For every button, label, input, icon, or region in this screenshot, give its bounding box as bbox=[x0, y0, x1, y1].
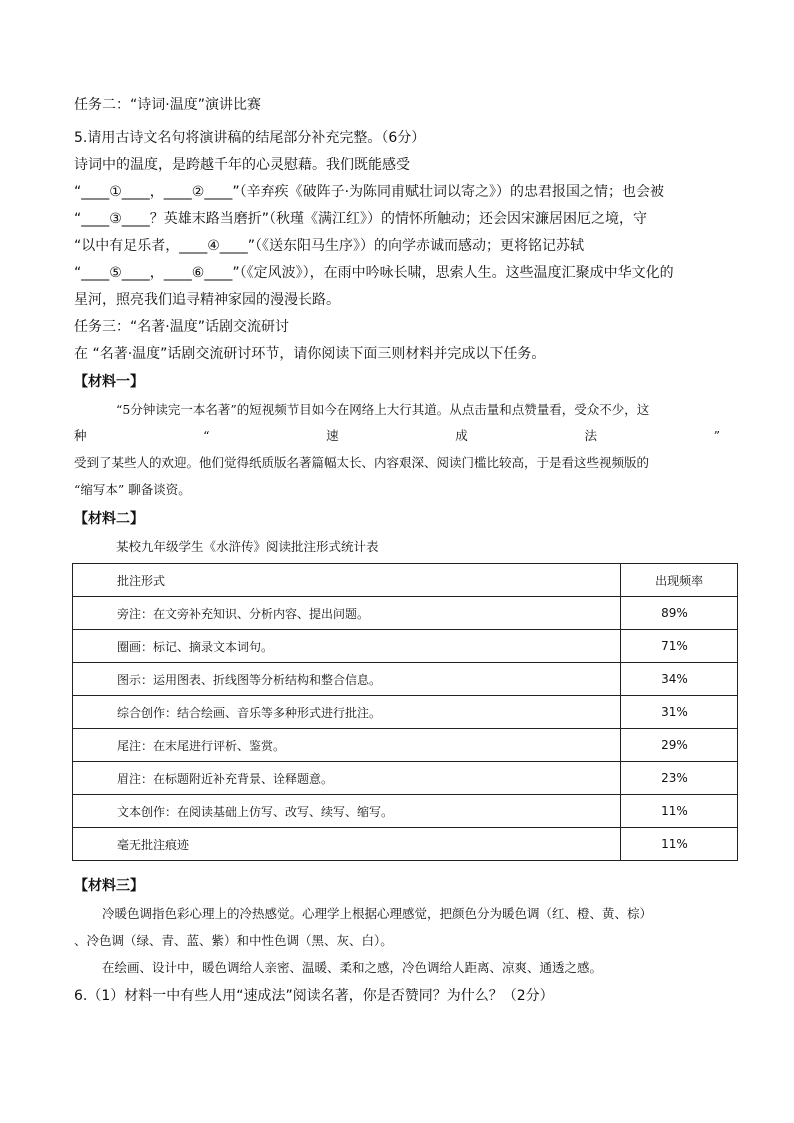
m1-char: 速 bbox=[326, 428, 339, 443]
m1-char: ” bbox=[713, 428, 720, 443]
annotation-stats-table bbox=[72, 563, 738, 861]
question-5: 5.请用古诗文名句将演讲稿的结尾部分补充完整。（6分） bbox=[74, 130, 426, 146]
material1-heading: 【材料一】 bbox=[74, 374, 144, 390]
row-freq: 29% bbox=[621, 729, 738, 762]
row-freq: 34% bbox=[621, 663, 738, 696]
row-form: 旁注：在文旁补充知识、分析内容、提出问题。 bbox=[73, 597, 621, 630]
row-freq: 11% bbox=[621, 828, 738, 861]
table-row bbox=[73, 663, 738, 696]
row-form: 综合创作：结合绘画、音乐等多种形式进行批注。 bbox=[73, 696, 621, 729]
material3-line: 、冷色调（绿、青、蓝、紫）和中性色调（黑、灰、白）。 bbox=[74, 933, 393, 948]
row-form: 尾注：在末尾进行评析、鉴赏。 bbox=[73, 729, 621, 762]
question-6: 6.（1）材料一中有些人用“速成法”阅读名著，你是否赞同？为什么？（2分） bbox=[74, 988, 554, 1004]
table-row bbox=[73, 729, 738, 762]
speech-line: “____⑤____，____⑥____”（《定风波》），在雨中吟咏长啸，思索人生。这些温度汇聚成中华文化的 bbox=[74, 265, 674, 281]
table-row bbox=[73, 762, 738, 795]
speech-line: 星河，照亮我们追寻精神家园的漫漫长路。 bbox=[74, 292, 340, 308]
task3-title: 任务三：“名著·温度”话剧交流研讨 bbox=[74, 319, 289, 335]
row-freq: 89% bbox=[621, 597, 738, 630]
header-form: 批注形式 bbox=[73, 564, 621, 597]
header-freq: 出现频率 bbox=[621, 564, 738, 597]
m1-char: “ bbox=[203, 428, 210, 443]
row-freq: 71% bbox=[621, 630, 738, 663]
m1-char: 法 bbox=[584, 428, 597, 443]
row-form: 毫无批注痕迹 bbox=[73, 828, 621, 861]
material1-line: “缩写本” 聊备谈资。 bbox=[74, 482, 191, 497]
row-form: 图示：运用图表、折线图等分析结构和整合信息。 bbox=[73, 663, 621, 696]
material3-heading: 【材料三】 bbox=[74, 878, 144, 894]
task3-intro: 在 “名著·温度”话剧交流研讨环节，请你阅读下面三则材料并完成以下任务。 bbox=[74, 346, 546, 362]
row-form: 文本创作：在阅读基础上仿写、改写、续写、缩写。 bbox=[73, 795, 621, 828]
table-row bbox=[73, 597, 738, 630]
m1-char: 成 bbox=[455, 428, 468, 443]
m1-char: 种 bbox=[74, 428, 87, 443]
row-freq: 31% bbox=[621, 696, 738, 729]
material1-line: 受到了某些人的欢迎。他们觉得纸质版名著篇幅太长、内容艰深、阅读门槛比较高，于是看这些视频版的 bbox=[74, 455, 650, 470]
speech-line: “以中有足乐者，____④____”（《送东阳马生序》）的向学赤诚而感动；更将铭记苏轼 bbox=[74, 238, 585, 254]
table-row bbox=[73, 795, 738, 828]
table-row bbox=[73, 630, 738, 663]
material1-line: “5分钟读完一本名著”的短视频节目如今在网络上大行其道。从点击量和点赞量看，受众不少，这 bbox=[116, 402, 650, 417]
row-form: 圈画：标记、摘录文本词句。 bbox=[73, 630, 621, 663]
speech-line: “____③____？英雄末路当磨折”（秋瑾《满江红》）的情怀所触动；还会因宋濂居困厄之境，守 bbox=[74, 211, 648, 227]
table-header-row bbox=[73, 564, 738, 597]
row-freq: 11% bbox=[621, 795, 738, 828]
task2-title: 任务二：“诗词·温度”演讲比赛 bbox=[74, 97, 261, 113]
table-caption: 某校九年级学生《水浒传》阅读批注形式统计表 bbox=[116, 539, 379, 554]
material2-heading: 【材料二】 bbox=[74, 511, 144, 527]
table-row bbox=[73, 828, 738, 861]
material3-line: 在绘画、设计中，暖色调给人亲密、温暖、柔和之感，冷色调给人距离、凉爽、通透之感。 bbox=[102, 960, 603, 975]
row-form: 眉注：在标题附近补充背景、诠释题意。 bbox=[73, 762, 621, 795]
speech-line: 诗词中的温度，是跨越千年的心灵慰藉。我们既能感受 bbox=[74, 157, 410, 173]
table-row bbox=[73, 696, 738, 729]
material3-line: 冷暖色调指色彩心理上的冷热感觉。心理学上根据心理感觉，把颜色分为暖色调（红、橙、黄、棕） bbox=[102, 906, 653, 921]
speech-line: “____①____，____②____”（辛弃疾《破阵子·为陈同甫赋壮词以寄之》）的忠君报国之情；也会被 bbox=[74, 184, 665, 200]
row-freq: 23% bbox=[621, 762, 738, 795]
material1-justified-line bbox=[74, 426, 720, 446]
